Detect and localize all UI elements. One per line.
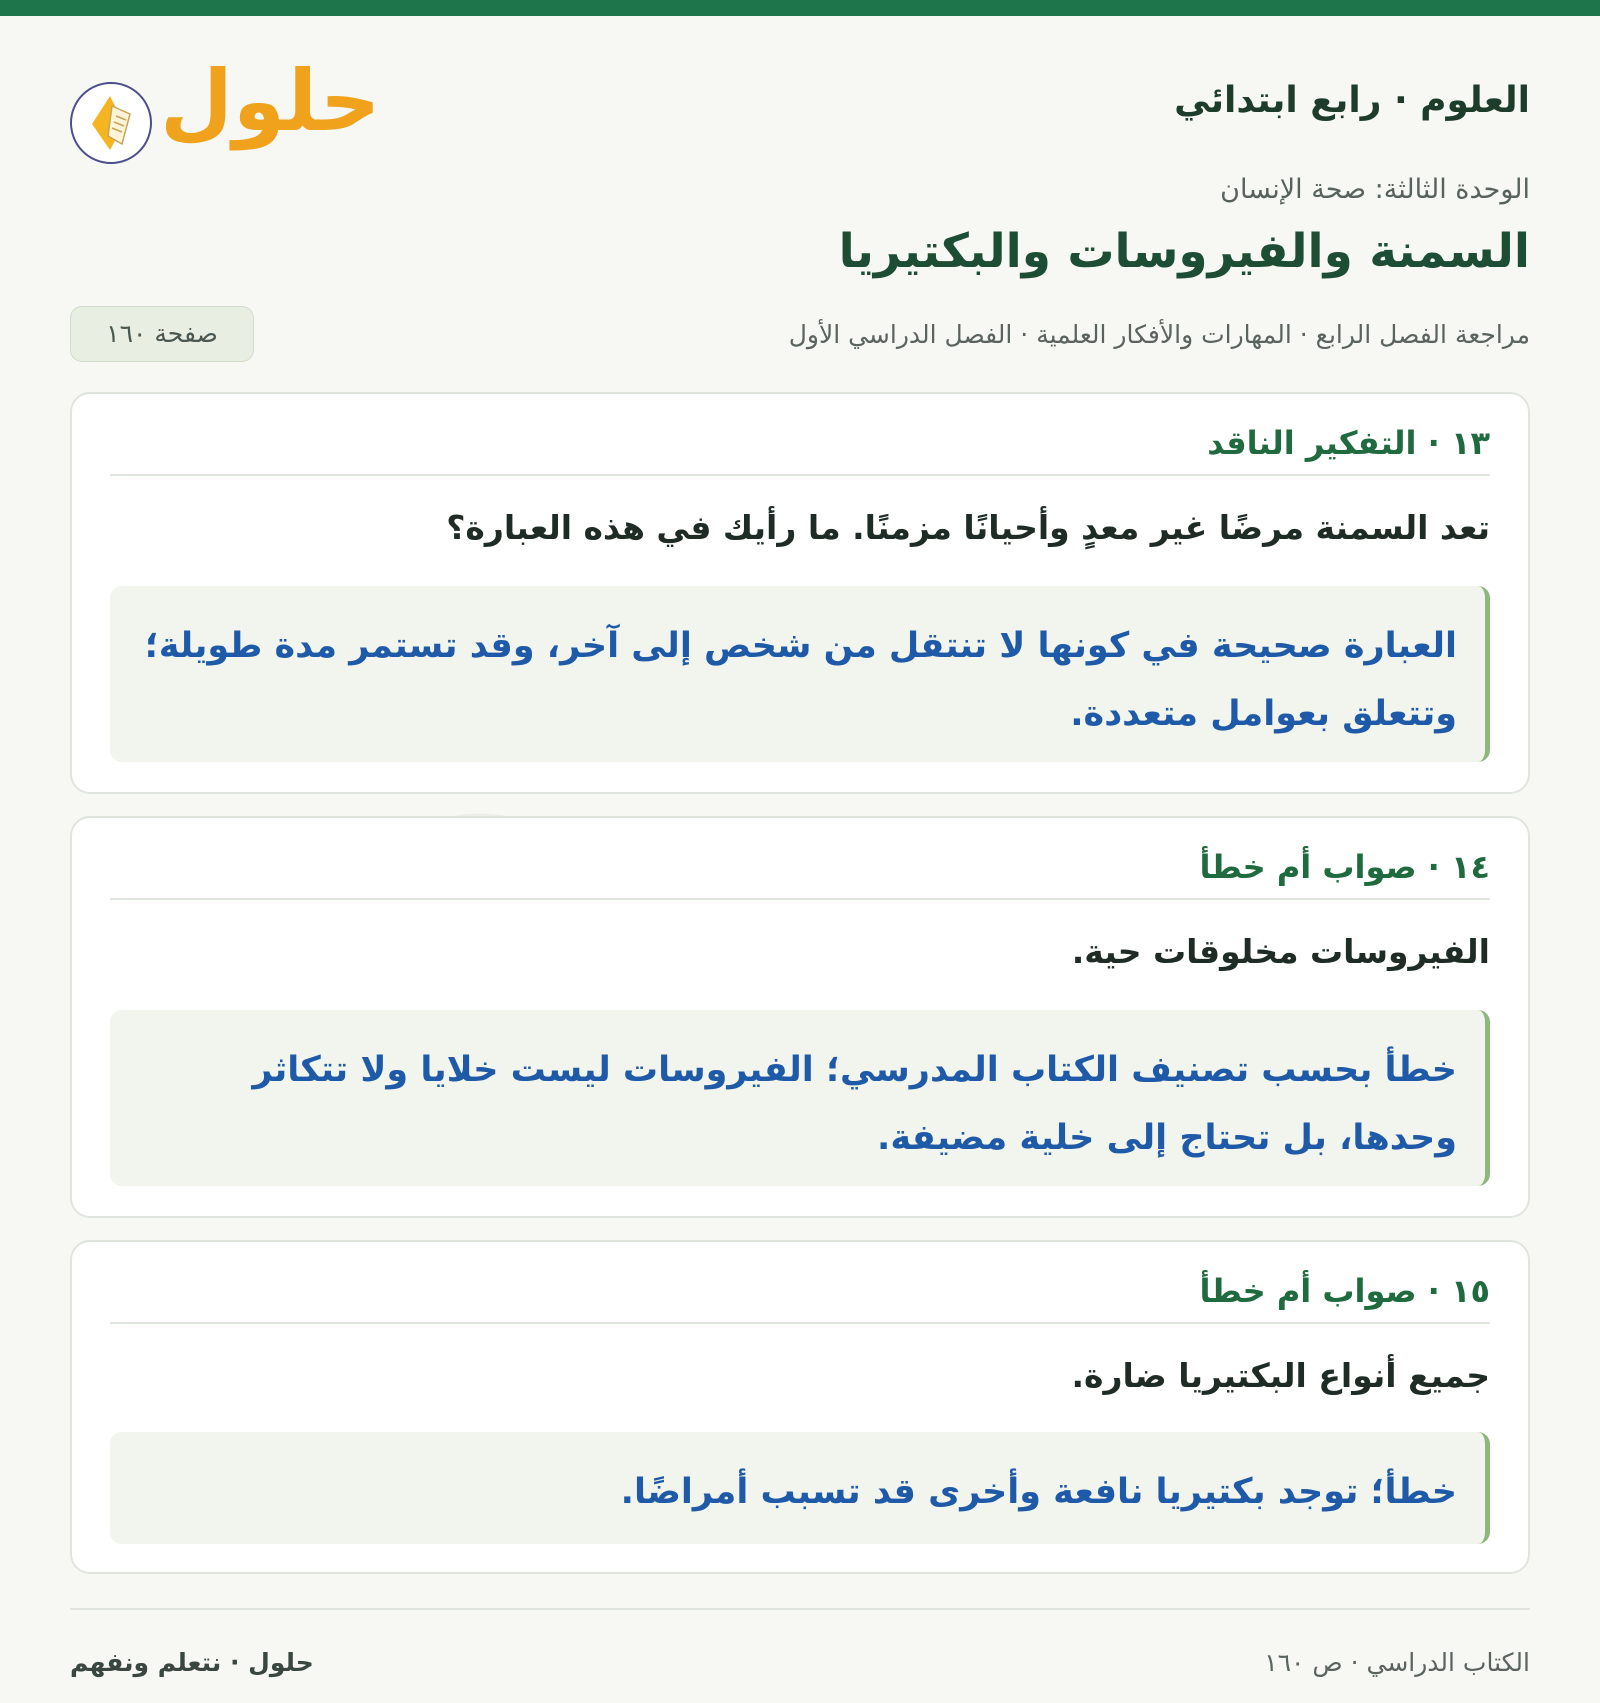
question-heading-row: [110, 1272, 1490, 1324]
answer-box: خطأ بحسب تصنيف الكتاب المدرسي؛ الفيروسات ليست خلايا ولا تتكاثر وحدها، بل تحتاج إلى خلية مضيفة.: [110, 1010, 1490, 1186]
logo: [70, 46, 381, 156]
page-badge: صفحة ١٦٠: [70, 306, 254, 362]
subject-title: العلوم · رابع ابتدائي: [1174, 80, 1530, 121]
footer-divider: [70, 1608, 1530, 1610]
meta-row: [70, 306, 1530, 362]
question-card-15: [70, 1240, 1530, 1574]
page: [70, 16, 1530, 1703]
breadcrumb: مراجعة الفصل الرابع · المهارات والأفكار العلمية · الفصل الدراسي الأول: [788, 320, 1530, 349]
footer-page-ref: الكتاب الدراسي · ص ١٦٠: [1264, 1648, 1530, 1677]
question-heading: ١٥ · صواب أم خطأ: [1199, 1272, 1490, 1310]
question-heading: ١٣ · التفكير الناقد: [1207, 424, 1490, 462]
question-heading-row: [110, 424, 1490, 476]
header: [70, 16, 1530, 279]
answer-box: العبارة صحيحة في كونها لا تنتقل من شخص إلى آخر، وقد تستمر مدة طويلة؛ وتتعلق بعوامل متعددة.: [110, 586, 1490, 762]
logo-wordmark: حلول: [160, 52, 381, 150]
question-heading-row: [110, 848, 1490, 900]
question-card-13: [70, 392, 1530, 794]
lesson-title: السمنة والفيروسات والبكتيريا: [838, 224, 1530, 279]
question-card-14: [70, 816, 1530, 1218]
question-text: تعد السمنة مرضًا غير معدٍ وأحيانًا مزمنًا. ما رأيك في هذه العبارة؟: [446, 508, 1490, 547]
question-text: جميع أنواع البكتيريا ضارة.: [1071, 1356, 1490, 1395]
book-emblem-icon: [70, 82, 152, 164]
question-text: الفيروسات مخلوقات حية.: [1071, 932, 1490, 971]
question-heading: ١٤ · صواب أم خطأ: [1199, 848, 1490, 886]
top-accent-bar: [0, 0, 1600, 16]
footer-brand: حلول · نتعلم ونفهم: [70, 1648, 314, 1677]
unit-label: الوحدة الثالثة: صحة الإنسان: [1220, 174, 1530, 205]
answer-box: خطأ؛ توجد بكتيريا نافعة وأخرى قد تسبب أمراضًا.: [110, 1432, 1490, 1544]
